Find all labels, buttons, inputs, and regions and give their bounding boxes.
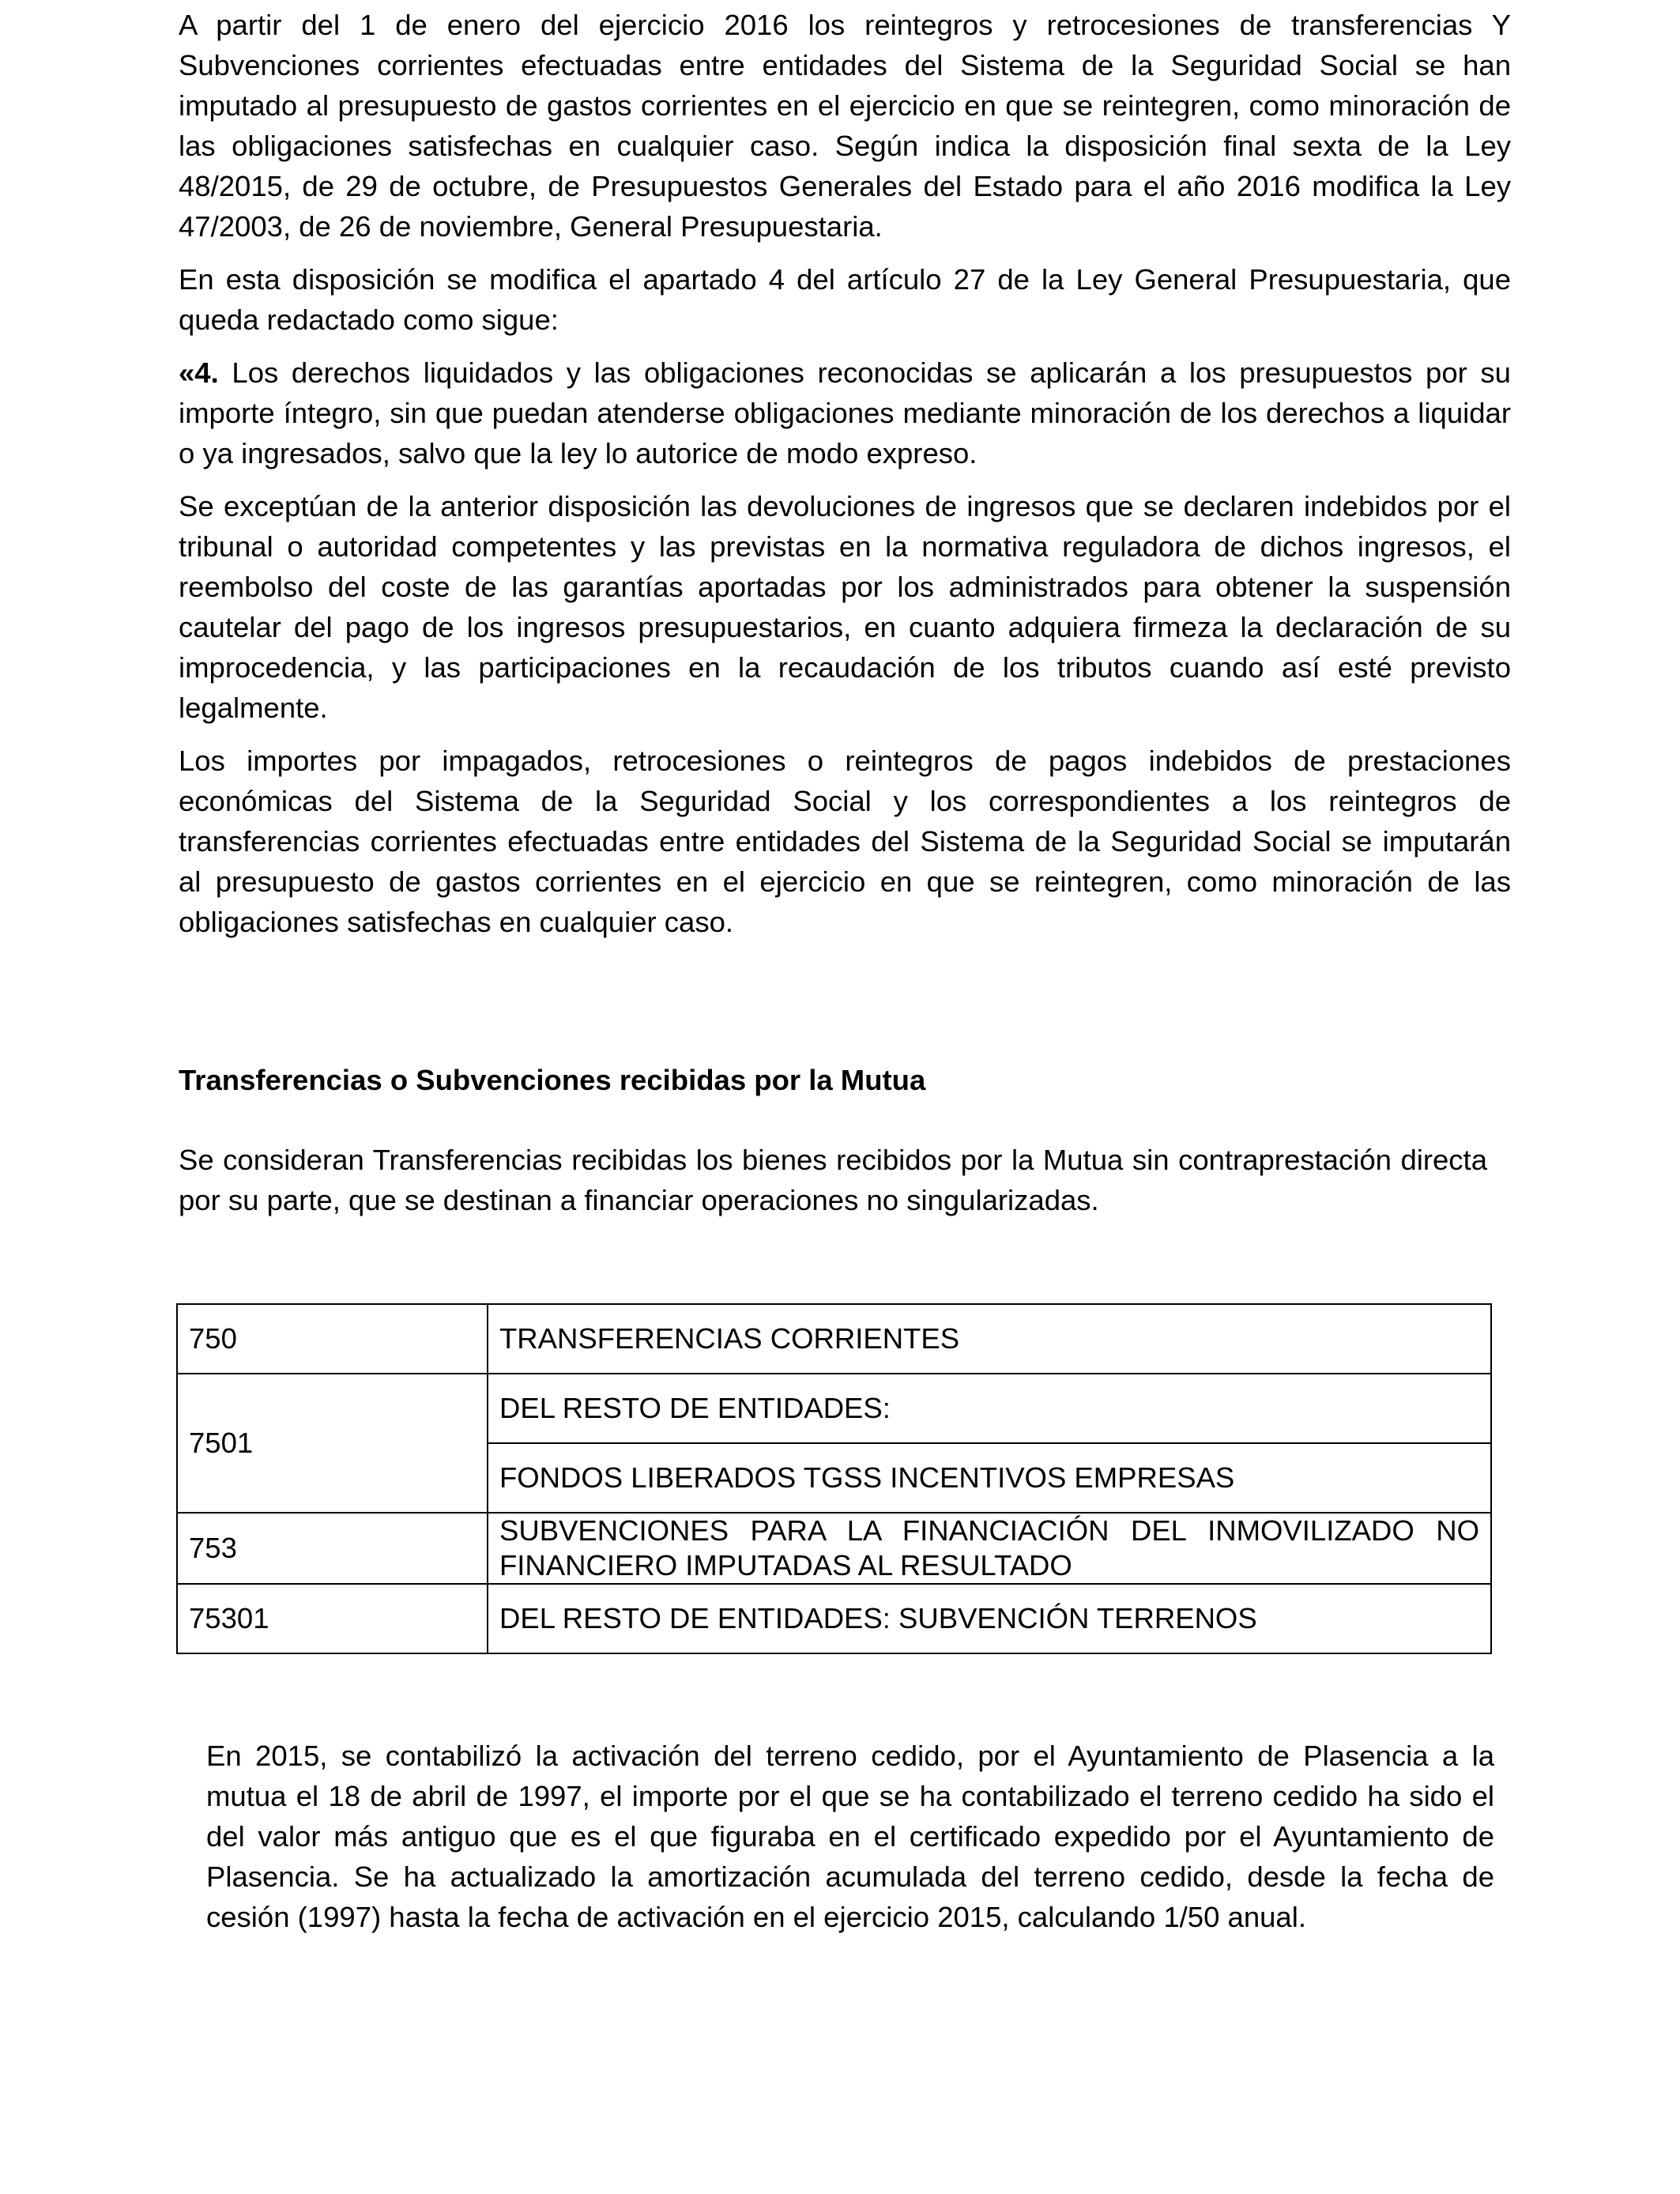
closing-paragraph: En 2015, se contabilizó la activación del terreno cedido, por el Ayuntamiento de Plasencia a la mutua el 18 de abril de 1997, el importe por el que se ha contabilizado el terreno cedido ha sido el del valor más antiguo que es el que figuraba en el certificado expedido por el Ayuntamiento de Plasencia. Se ha actualizado la amortización acumulada del terreno cedido, desde la fecha de cesión (1997) hasta la fecha de activación en el ejercicio 2015, calculando 1/50 anual. bbox=[206, 1740, 1494, 1933]
table-row bbox=[177, 1584, 1491, 1653]
account-code: 750 bbox=[177, 1304, 488, 1374]
table-row bbox=[177, 1374, 1491, 1443]
account-description: DEL RESTO DE ENTIDADES: bbox=[488, 1374, 1491, 1443]
section-intro: Se consideran Transferencias recibidas los bienes recibidos por la Mutua sin contraprestación directa por su parte, que se destinan a financiar operaciones no singularizadas. bbox=[179, 1144, 1487, 1216]
table-row bbox=[177, 1513, 1491, 1584]
paragraph-imports: Los importes por impagados, retrocesiones o reintegros de pagos indebidos de prestaciones económicas del Sistema de la Seguridad Social y los correspondientes a los reintegros de transferencias corrientes efectuadas entre entidades del Sistema de la Seguridad Social se imputarán al presupuesto de gastos corrientes en el ejercicio en que se reintegren, como minoración de las obligaciones satisfechas en cualquier caso. bbox=[179, 745, 1511, 938]
section-intro-block bbox=[179, 1140, 1487, 1220]
account-code: 75301 bbox=[177, 1584, 488, 1653]
account-code: 7501 bbox=[177, 1374, 488, 1513]
paragraph-intro: A partir del 1 de enero del ejercicio 2016 los reintegros y retrocesiones de transferencias Y Subvenciones corrientes efectuadas entre entidades del Sistema de la Seguridad Social se han imputado al presupuesto de gastos corrientes en el ejercicio en que se reintegren, como minoración de las obligaciones satisfechas en cualquier caso. Según indica la disposición final sexta de la Ley 48/2015, de 29 de octubre, de Presupuestos Generales del Estado para el año 2016 modifica la Ley 47/2003, de 26 de noviembre, General Presupuestaria. bbox=[179, 9, 1511, 243]
closing-block bbox=[206, 1736, 1494, 1937]
quote-text: Los derechos liquidados y las obligaciones reconocidas se aplicarán a los presupuestos por su importe íntegro, sin que puedan atenderse obligaciones mediante minoración de los derechos a liquidar o ya ingresados, salvo que la ley lo autorice de modo expreso. bbox=[179, 356, 1511, 469]
body-text bbox=[179, 5, 1511, 942]
section-heading: Transferencias o Subvenciones recibidas por la Mutua bbox=[179, 1064, 926, 1096]
quote-lead: «4. bbox=[179, 356, 219, 389]
paragraph-modification: En esta disposición se modifica el apartado 4 del artículo 27 de la Ley General Presupuestaria, que queda redactado como sigue: bbox=[179, 263, 1511, 336]
account-description: FONDOS LIBERADOS TGSS INCENTIVOS EMPRESAS bbox=[488, 1443, 1491, 1513]
account-description: SUBVENCIONES PARA LA FINANCIACIÓN DEL INMOVILIZADO NO FINANCIERO IMPUTADAS AL RESULTADO bbox=[488, 1513, 1491, 1584]
accounts-table bbox=[176, 1303, 1492, 1654]
account-description: DEL RESTO DE ENTIDADES: SUBVENCIÓN TERRENOS bbox=[488, 1584, 1491, 1653]
table-row bbox=[177, 1304, 1491, 1374]
paragraph-exceptions: Se exceptúan de la anterior disposición las devoluciones de ingresos que se declaren indebidos por el tribunal o autoridad competentes y las previstas en la normativa reguladora de dichos ingresos, el reembolso del coste de las garantías aportadas por los administrados para obtener la suspensión cautelar del pago de los ingresos presupuestarios, en cuanto adquiera firmeza la declaración de su improcedencia, y las participaciones en la recaudación de los tributos cuando así esté previsto legalmente. bbox=[179, 490, 1511, 724]
paragraph-quote bbox=[179, 352, 1511, 473]
account-description: TRANSFERENCIAS CORRIENTES bbox=[488, 1304, 1491, 1374]
account-code: 753 bbox=[177, 1513, 488, 1584]
